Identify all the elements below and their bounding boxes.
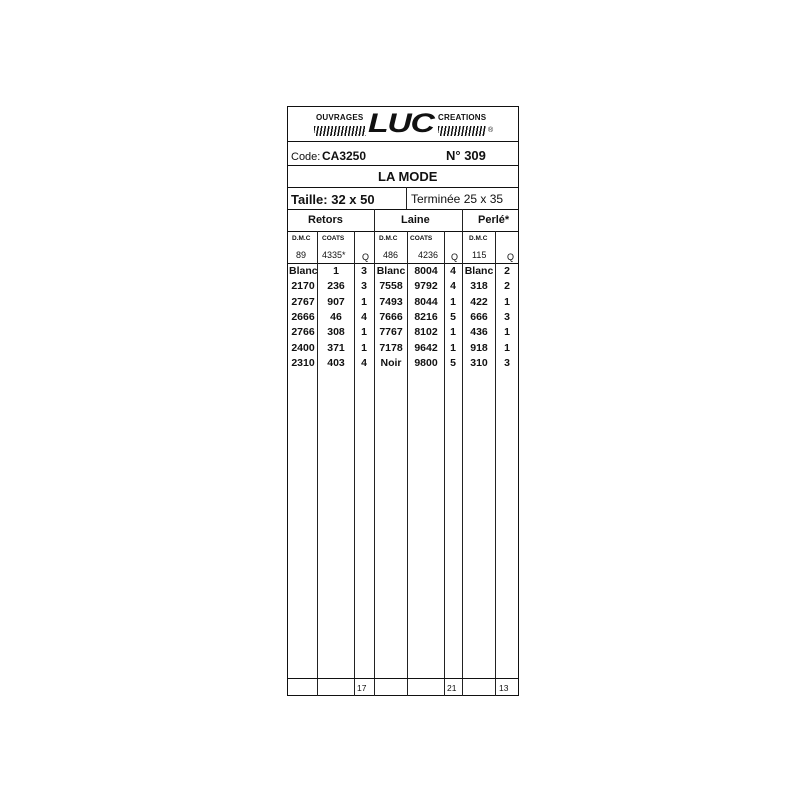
laine-q-cell: 1: [450, 326, 456, 339]
laine-q-cell: 4: [450, 280, 456, 293]
logo-hatch-right: [438, 126, 486, 136]
laine-coats-cell: 8044: [414, 295, 438, 308]
retors-dmc-sub: 89: [296, 250, 307, 260]
logo-hatch-left: [314, 126, 366, 136]
perle-dmc-cell: 310: [470, 356, 488, 369]
retors-q-cell: 3: [361, 280, 367, 293]
retors-dmc-cell: 2767: [291, 295, 315, 308]
registered-mark: ®: [488, 127, 494, 134]
logo-right-word: CREATIONS: [438, 113, 487, 122]
laine-coats-cell: 9642: [414, 341, 438, 354]
perle-q-sub: Q: [507, 252, 515, 262]
retors-total: 17: [357, 683, 367, 693]
retors-coats-cell: 308: [327, 326, 345, 339]
section-retors-title: Retors: [308, 214, 343, 226]
retors-q-cell: 4: [361, 310, 367, 323]
laine-q-cell: 5: [450, 356, 456, 369]
retors-coats-cell: 371: [327, 341, 345, 354]
retors-q-sub: Q: [362, 252, 370, 262]
retors-q-cell: 1: [361, 295, 367, 308]
laine-coats-cell: 9800: [414, 356, 438, 369]
perle-q-cell: 2: [504, 280, 510, 293]
retors-dmc-cell: 2666: [291, 310, 315, 323]
perle-q-cell: 1: [504, 326, 510, 339]
code-label: Code:: [291, 151, 321, 163]
retors-dmc-cell: 2170: [291, 280, 315, 293]
perle-dmc-cell: Blanc: [464, 265, 494, 277]
perle-dmc-cell: 918: [470, 341, 488, 354]
pattern-title: LA MODE: [378, 169, 438, 184]
retors-q-cell: 4: [361, 356, 367, 369]
laine-q-cell: 4: [450, 265, 456, 277]
laine-coats-cell: 8102: [414, 326, 438, 339]
retors-coats-cell: 236: [327, 280, 345, 293]
laine-dmc-cell: 7666: [379, 310, 403, 323]
retors-q-cell: 1: [361, 326, 367, 339]
laine-coats-sub: 4236: [418, 250, 439, 260]
code-value: CA3250: [322, 149, 367, 163]
retors-dmc-cell: 2400: [291, 341, 315, 354]
retors-coats-cell: 907: [327, 295, 345, 308]
laine-dmc-cell: 7493: [379, 295, 403, 308]
laine-dmc-header: D.M.C: [379, 235, 398, 242]
laine-coats-cell: 9792: [414, 280, 438, 293]
thread-chart-card: [287, 106, 519, 696]
perle-q-cell: 3: [504, 310, 510, 323]
perle-dmc-cell: 318: [470, 280, 488, 293]
perle-dmc-sub: 115: [472, 250, 487, 260]
laine-dmc-cell: 7178: [379, 341, 403, 354]
retors-dmc-cell: 2766: [291, 326, 315, 339]
laine-dmc-cell: Noir: [380, 356, 402, 369]
retors-dmc-header: D.M.C: [292, 235, 311, 242]
perle-total: 13: [499, 683, 509, 693]
retors-q-cell: 3: [361, 265, 367, 277]
laine-coats-cell: 8216: [414, 310, 438, 323]
size-label: Taille: 32 x 50: [291, 192, 375, 207]
retors-dmc-cell: 2310: [291, 356, 315, 369]
pattern-number: N° 309: [446, 148, 486, 163]
perle-dmc-cell: 422: [470, 295, 488, 308]
laine-q-cell: 1: [450, 341, 456, 354]
perle-dmc-cell: 666: [470, 310, 488, 323]
laine-coats-header: COATS: [410, 235, 433, 242]
laine-dmc-sub: 486: [383, 250, 399, 260]
retors-dmc-cell: Blanc: [289, 265, 318, 277]
retors-coats-sub: 4335*: [322, 250, 346, 260]
retors-coats-cell: 46: [330, 310, 342, 323]
perle-q-cell: 2: [504, 265, 510, 277]
retors-coats-header: COATS: [322, 235, 345, 242]
perle-dmc-cell: 436: [470, 326, 488, 339]
laine-total: 21: [447, 683, 457, 693]
retors-q-cell: 1: [361, 341, 367, 354]
logo-brand: LUC: [368, 108, 434, 138]
finished-size: Terminée 25 x 35: [411, 192, 504, 206]
laine-dmc-cell: 7558: [379, 280, 403, 293]
laine-q-cell: 1: [450, 295, 456, 308]
logo-left-word: OUVRAGES: [316, 113, 364, 122]
retors-coats-cell: 403: [327, 356, 345, 369]
laine-q-sub: Q: [451, 252, 459, 262]
perle-q-cell: 1: [504, 341, 510, 354]
laine-q-cell: 5: [450, 310, 456, 323]
section-perle-title: Perlé*: [478, 214, 510, 226]
section-laine-title: Laine: [401, 214, 430, 226]
perle-dmc-header: D.M.C: [469, 235, 488, 242]
perle-q-cell: 3: [504, 356, 510, 369]
laine-coats-cell: 8004: [414, 265, 438, 277]
laine-dmc-cell: Blanc: [376, 265, 406, 277]
laine-dmc-cell: 7767: [379, 326, 403, 339]
perle-q-cell: 1: [504, 295, 510, 308]
retors-coats-cell: 1: [333, 265, 339, 277]
